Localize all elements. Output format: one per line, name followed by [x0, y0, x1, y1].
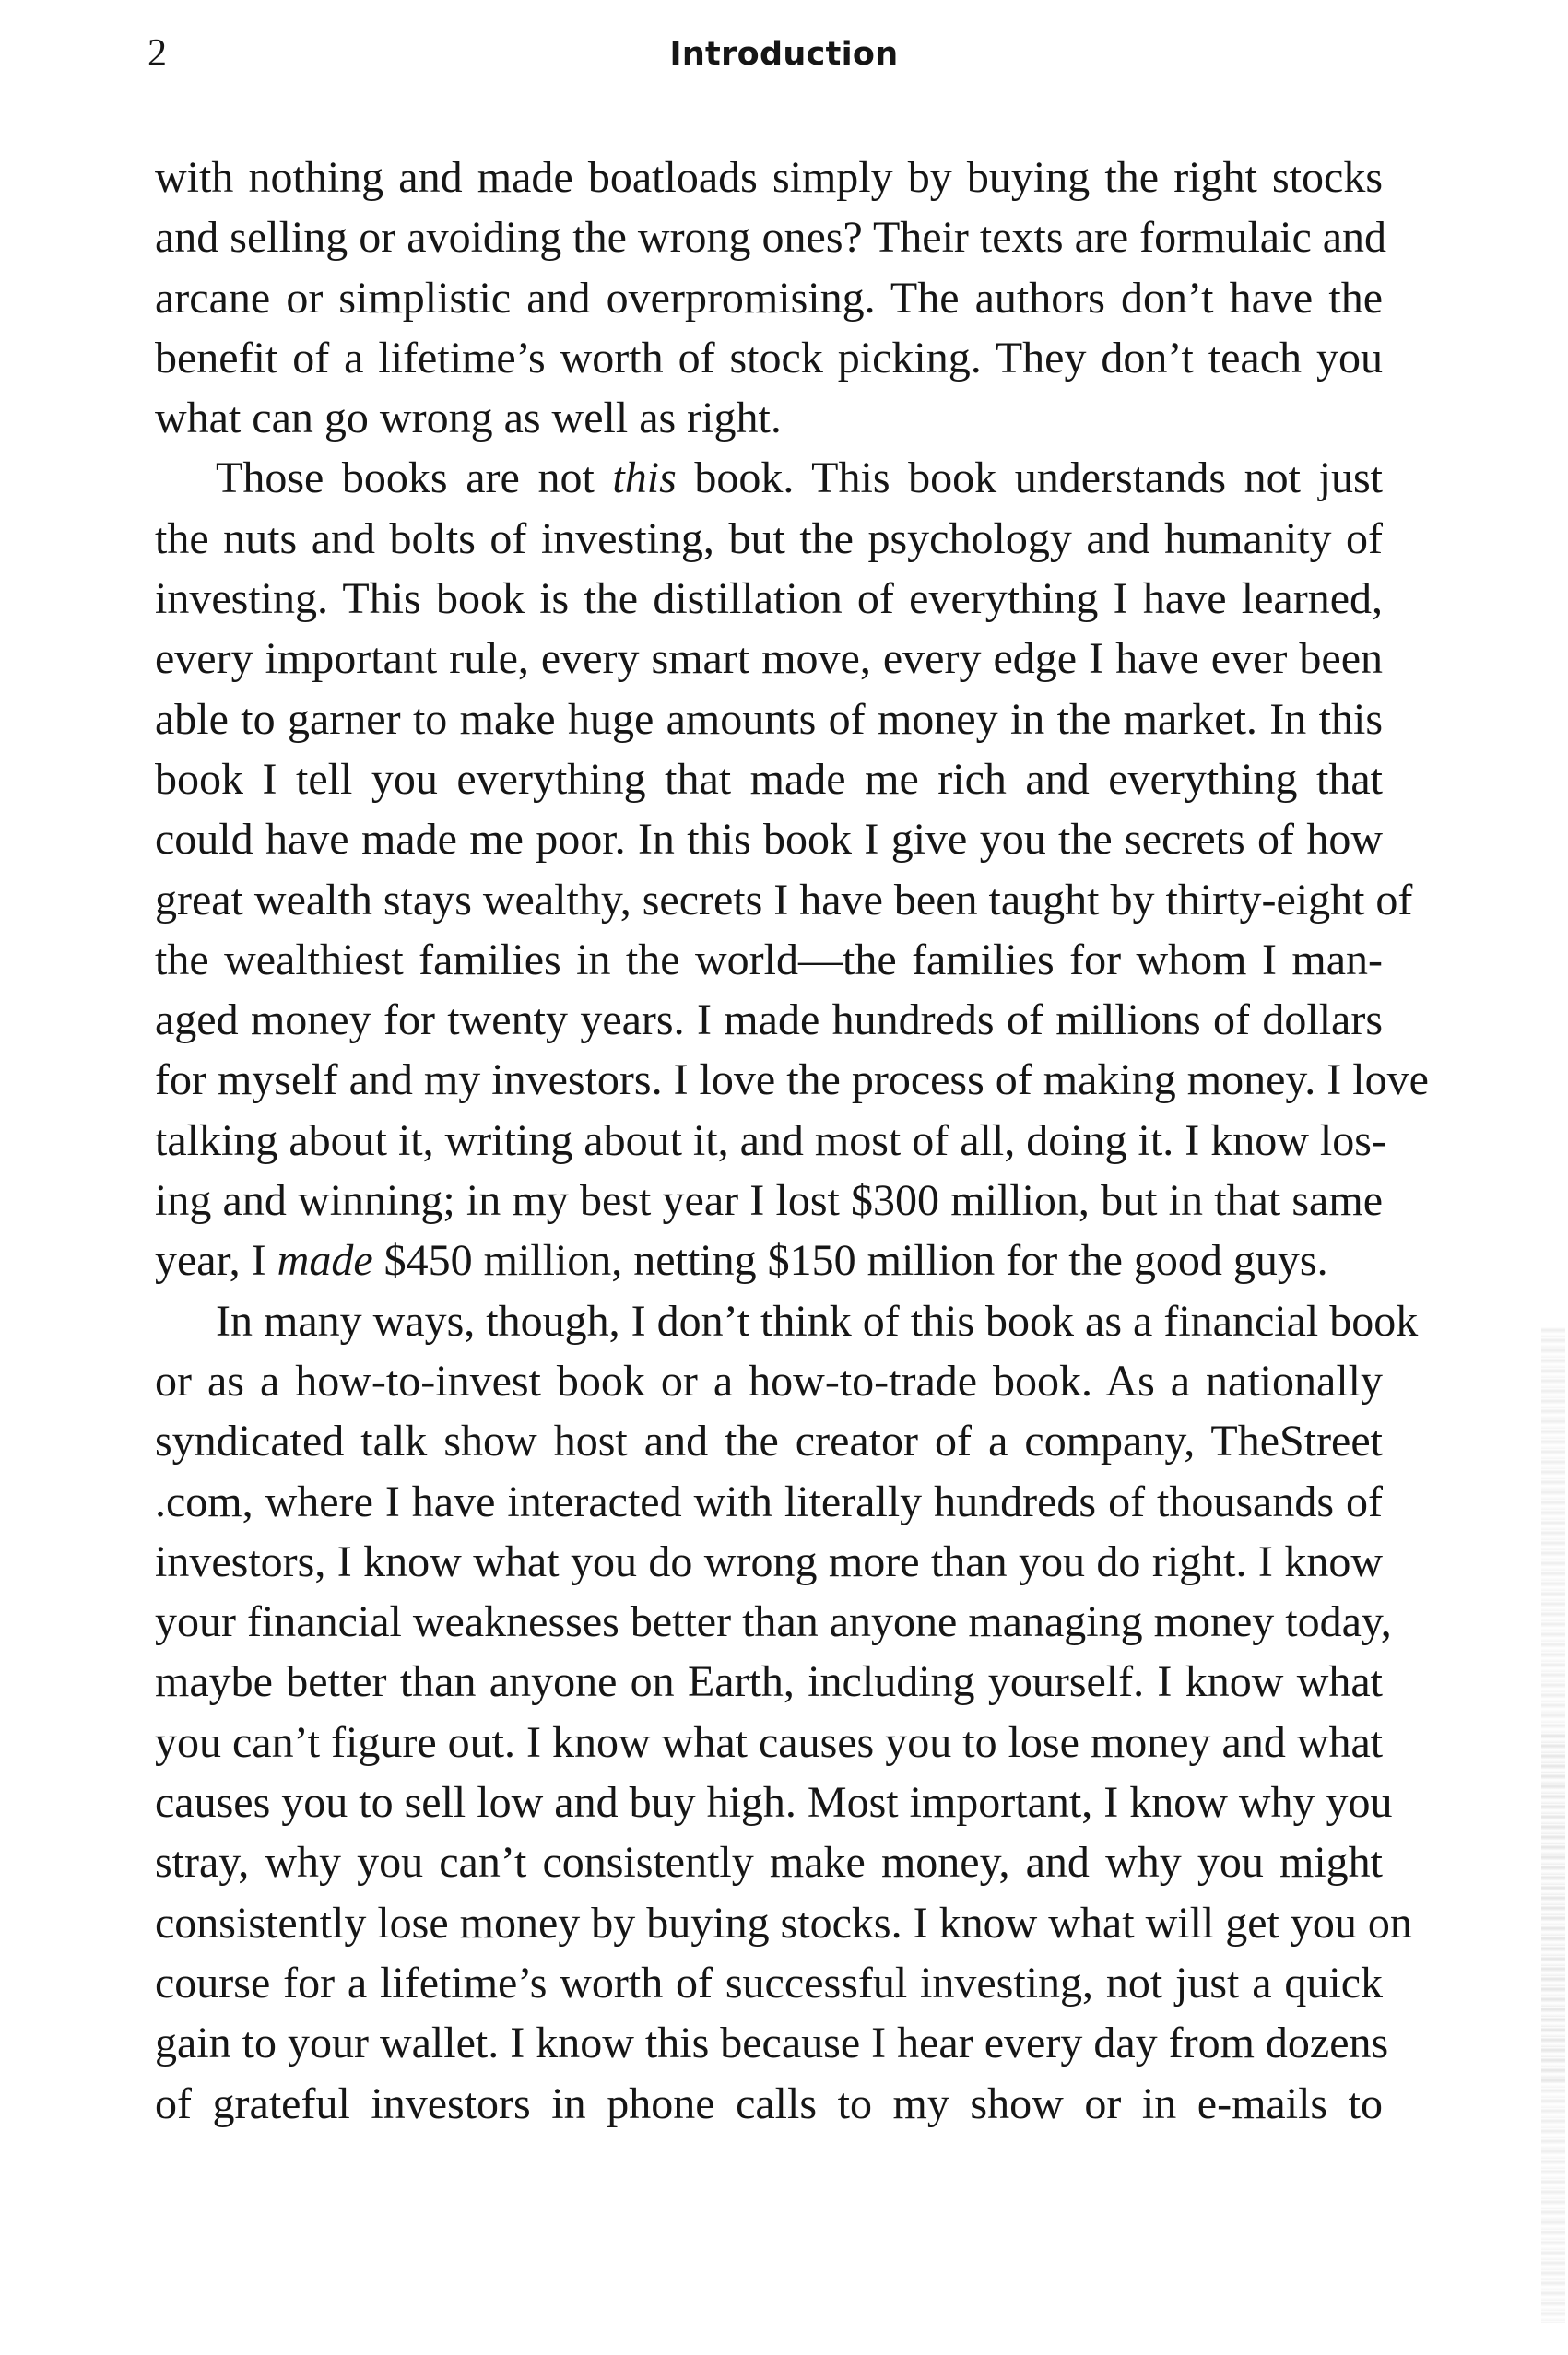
- text-line: able to garner to make huge amounts of money in the market. In this: [155, 694, 1383, 744]
- text-line: or as a how-to-invest book or a how-to-trade book. As a nationally: [155, 1356, 1383, 1406]
- text-line: could have made me poor. In this book I give you the secrets of how: [155, 815, 1383, 865]
- text-line: benefit of a lifetime’s worth of stock picking. They don’t teach you: [155, 333, 1383, 383]
- text-line: syndicated talk show host and the creator of a company, TheStreet: [155, 1417, 1383, 1466]
- text-line: Those books are not this book. This book understands not just: [216, 453, 1383, 503]
- scan-edge-artifact: [1541, 1733, 1565, 2083]
- text-line: book I tell you everything that made me rich and everything that: [155, 754, 1383, 804]
- text-line: your financial weaknesses better than anyone managing money today,: [155, 1597, 1392, 1647]
- page-number: 2: [147, 32, 167, 75]
- paragraph: [155, 1291, 1419, 2134]
- text-line: great wealth stays wealthy, secrets I have been taught by thirty-eight of: [155, 875, 1413, 924]
- text-line: maybe better than anyone on Earth, including yourself. I know what: [155, 1657, 1383, 1707]
- text-line: the nuts and bolts of investing, but the psychology and humanity of: [155, 513, 1383, 563]
- text-line: investors, I know what you do wrong more than you do right. I know: [155, 1537, 1383, 1586]
- text-line: gain to your wallet. I know this because I hear every day from dozens: [155, 2019, 1389, 2068]
- running-head: Introduction: [669, 36, 899, 73]
- text-line: for myself and my investors. I love the process of making money. I love: [155, 1055, 1429, 1105]
- paragraph: [155, 147, 1387, 448]
- paragraph: [155, 448, 1429, 1290]
- text-line: stray, why you can’t consistently make money, and why you might: [155, 1838, 1383, 1888]
- text-line: ing and winning; in my best year I lost $300 million, but in that same: [155, 1176, 1383, 1226]
- text-line: In many ways, though, I don’t think of this book as a financial book: [216, 1296, 1419, 1346]
- text-line: investing. This book is the distillation of everything I have learned,: [155, 574, 1383, 624]
- text-line: arcane or simplistic and overpromising. The authors don’t have the: [155, 273, 1383, 323]
- text-line: what can go wrong as well as right.: [155, 394, 782, 443]
- text-line: .com, where I have interacted with literally hundreds of thousands of: [155, 1477, 1383, 1526]
- text-line: every important rule, every smart move, every edge I have ever been: [155, 634, 1383, 684]
- text-line: you can’t figure out. I know what causes you to lose money and what: [155, 1717, 1384, 1767]
- text-line: of grateful investors in phone calls to my show or in e-mails to: [155, 2078, 1383, 2128]
- text-line: talking about it, writing about it, and most of all, doing it. I know los-: [155, 1115, 1386, 1165]
- text-line: year, I made $450 million, netting $150 million for the good guys.: [155, 1236, 1328, 1286]
- text-line: consistently lose money by buying stocks. I know what will get you on: [155, 1898, 1412, 1948]
- text-line: aged money for twenty years. I made hundreds of millions of dollars: [155, 995, 1383, 1045]
- text-line: causes you to sell low and buy high. Most important, I know why you: [155, 1778, 1393, 1828]
- text-line: course for a lifetime’s worth of successful investing, not just a quick: [155, 1958, 1383, 2008]
- body-text: [155, 147, 1429, 2134]
- text-line: the wealthiest families in the world—the families for whom I man-: [155, 935, 1383, 984]
- text-line: with nothing and made boatloads simply by buying the right stocks: [155, 153, 1383, 202]
- text-line: and selling or avoiding the wrong ones? Their texts are formulaic and: [155, 213, 1387, 263]
